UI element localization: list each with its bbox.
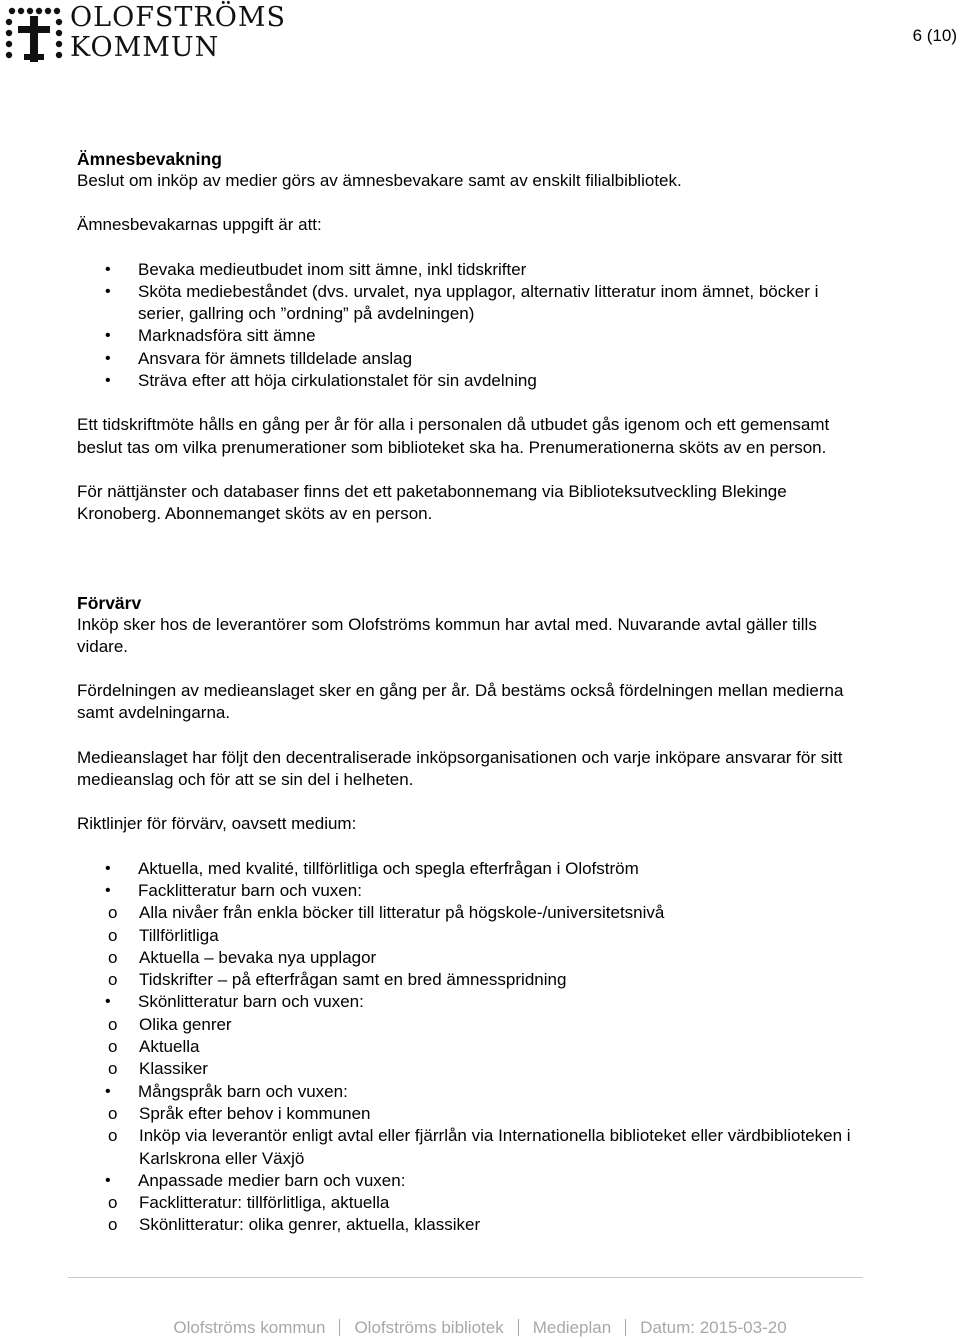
task-list (77, 259, 867, 393)
paragraph: Beslut om inköp av medier görs av ämnesbevakare samt av enskilt filialbibliotek. (77, 171, 682, 190)
paragraph: För nättjänster och databaser finns det ett paketabonnemang via Biblioteksutveckling Blekinge Kronoberg. Abonnemanget sköts av en person. (77, 481, 787, 524)
paragraph: Ett tidskriftmöte hålls en gång per år för alla i personalen då utbudet gås igenom och ett gemensamt beslut tas om vilka prenumerationer som biblioteket ska ha. Prenumerationerna sköts av en person. (77, 415, 830, 457)
paragraph: Fördelningen av medieanslaget sker en gång per år. Då bestäms också fördelningen mellan medierna samt avdelningarna. (77, 681, 844, 723)
sub-list-item: o Alla nivåer från enkla böcker till litteratur på högskole-/universitetsnivå (77, 902, 867, 924)
list-item-label: Skönlitteratur barn och vuxen: (138, 992, 364, 1012)
list-item-label: Mångspråk barn och vuxen: (138, 1081, 348, 1101)
sub-list-item: o Facklitteratur: tillförlitliga, aktuella (77, 1192, 867, 1214)
list-item-label: Anpassade medier barn och vuxen: (138, 1170, 406, 1190)
document-body (77, 148, 867, 1237)
list-item (77, 1081, 867, 1170)
list-item: • Marknadsföra sitt ämne (77, 325, 867, 347)
sub-list-item: o Aktuella – bevaka nya upplagor (77, 947, 867, 969)
sub-list-item: o Språk efter behov i kommunen (77, 1103, 867, 1125)
sub-list-item: o Tillförlitliga (77, 925, 867, 947)
footer-document: Medieplan (532, 1318, 612, 1337)
sub-list-item: o Tidskrifter – på efterfrågan samt en bred ämnesspridning (77, 969, 867, 991)
list-item-label: Facklitteratur barn och vuxen: (138, 880, 362, 900)
list-item: • Bevaka medieutbudet inom sitt ämne, inkl tidskrifter (77, 259, 867, 281)
sub-list-item: o Klassiker (77, 1058, 867, 1080)
paragraph: Medieanslaget har följt den decentraliserade inköpsorganisationen och varje inköpare ansvarar för sitt medieanslag och för att se sin del i helheten. (77, 747, 843, 790)
footer-library: Olofströms bibliotek (354, 1318, 504, 1337)
logo-line-1: OLOFSTRÖMS (70, 2, 287, 33)
paragraph: Riktlinjer för förvärv, oavsett medium: (77, 814, 357, 834)
footer-date: Datum: 2015-03-20 (640, 1318, 787, 1337)
list-item: • Aktuella, med kvalité, tillförlitliga och spegla efterfrågan i Olofström (77, 858, 867, 880)
sub-list-item: o Aktuella (77, 1036, 867, 1058)
paragraph: Inköp sker hos de leverantörer som Olofströms kommun har avtal med. Nuvarande avtal gäller tills vidare. (77, 614, 817, 656)
paragraph: Ämnesbevakarnas uppgift är att: (77, 215, 322, 235)
footer-organization: Olofströms kommun (173, 1318, 326, 1337)
list-item: • Sköta mediebeståndet (dvs. urvalet, nya upplagor, alternativ litteratur inom ämnet, böcker i serier, gallring och ”ordning” på avdelningen) (77, 281, 867, 326)
logo-line-2: KOMMUN (70, 32, 220, 63)
list-item (77, 991, 867, 1080)
footer-divider (68, 1277, 863, 1278)
municipality-logo (4, 2, 287, 64)
sub-list-item: o Inköp via leverantör enligt avtal eller fjärrlån via Internationella biblioteket eller värdbiblioteken i Karlskrona eller Växjö (77, 1125, 867, 1170)
list-item: • Ansvara för ämnets tilldelade anslag (77, 348, 867, 370)
list-item (77, 1170, 867, 1237)
cross-emblem-icon (4, 2, 64, 64)
section-heading-amnesbevakning: Ämnesbevakning (77, 149, 222, 169)
section-heading-forvarv: Förvärv (77, 592, 142, 613)
sub-list-item: o Skönlitteratur: olika genrer, aktuella, klassiker (77, 1214, 867, 1236)
page-number: 6 (10) (912, 26, 957, 45)
guideline-list (77, 858, 867, 1237)
list-item: • Sträva efter att höja cirkulationstalet för sin avdelning (77, 370, 867, 392)
sub-list-item: o Olika genrer (77, 1014, 867, 1036)
list-item (77, 880, 867, 991)
page-footer (0, 1318, 960, 1338)
